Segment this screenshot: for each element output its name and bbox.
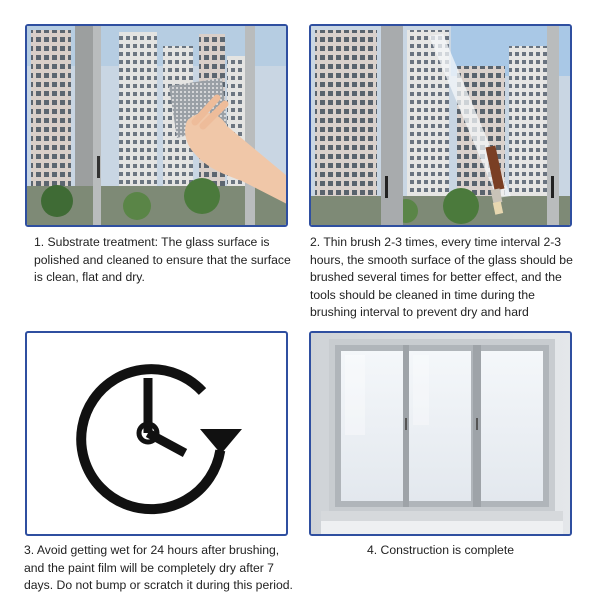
brush-painting-photo bbox=[311, 26, 570, 225]
step-4-image bbox=[309, 331, 572, 536]
frosted-window-photo bbox=[311, 333, 570, 534]
clock-refresh-icon bbox=[27, 333, 286, 534]
step-2-image bbox=[309, 24, 572, 227]
step-1-image bbox=[25, 24, 288, 227]
step-3-image bbox=[25, 331, 288, 536]
window-cleaning-photo bbox=[27, 26, 286, 225]
step-2-caption: 2. Thin brush 2-3 times, every time interval 2-3 hours, the smooth surface of the glass should be brushed several times for better effect, and the tools should be cleaned in time during the brushing interval to prevent dry and hard bbox=[310, 235, 573, 319]
step-3-caption: 3. Avoid getting wet for 24 hours after brushing, and the paint film will be completely dry after 7 days. Do not bump or scratch it during this period. bbox=[24, 543, 293, 592]
step-4-caption: 4. Construction is complete bbox=[367, 543, 514, 557]
step-1-caption: 1. Substrate treatment: The glass surface is polished and cleaned to ensure that the surface is clean, flat and dry. bbox=[34, 235, 291, 284]
